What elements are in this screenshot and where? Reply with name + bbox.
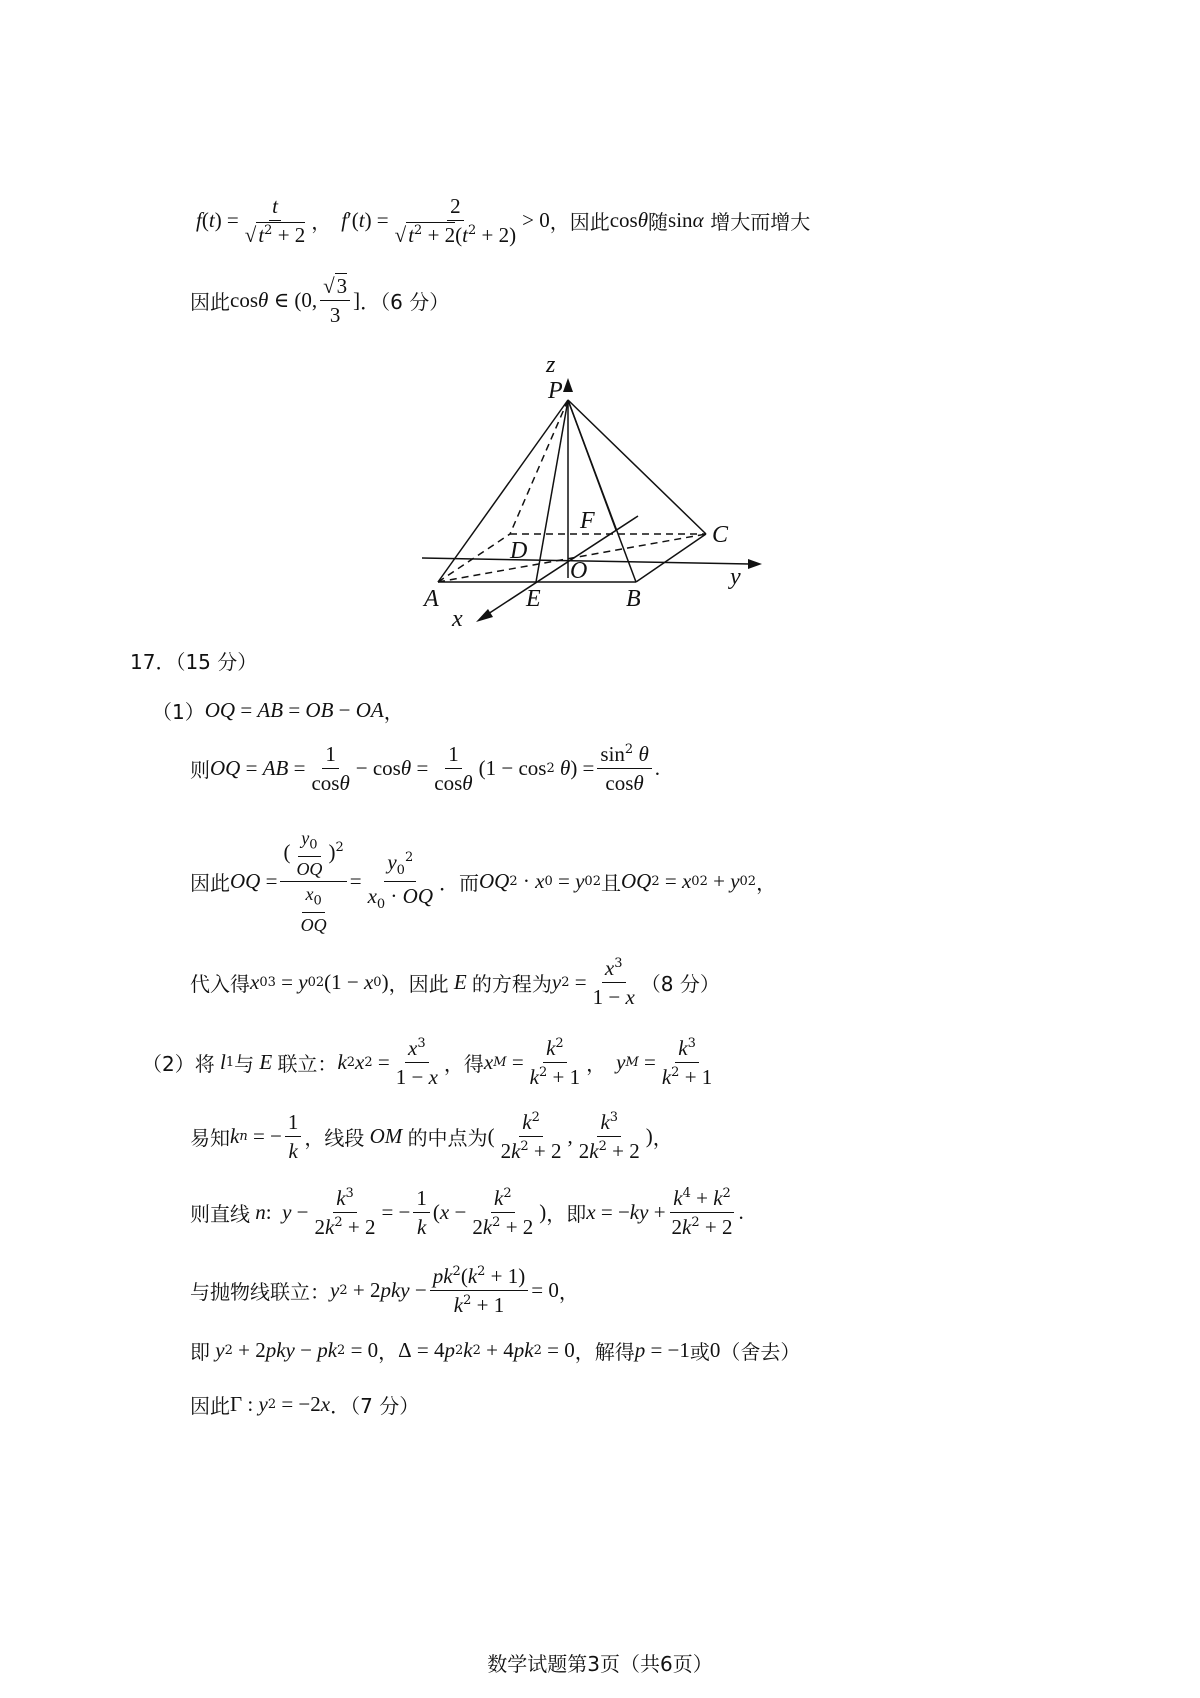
label-F: F xyxy=(580,508,595,534)
label-B: B xyxy=(626,586,641,612)
part2-line2: 易知 k n = − $\frac{1}{k}$ ，线段 OM 的中点为 ( $\frac{k^2}{2k^2 + 2}$ , $\frac{k^3}{2k^2 + 2}$ ) ， xyxy=(190,1110,673,1164)
text-score-6: ．（6 分） xyxy=(360,290,450,315)
x-axis xyxy=(488,516,638,614)
text-or: 或 xyxy=(689,1340,710,1364)
label-E: E xyxy=(526,586,541,612)
text-combine-parabola: 与抛物线联立： xyxy=(190,1280,330,1305)
edge-BC xyxy=(636,534,706,582)
part1-line3: 因此 OQ = ( $\frac{y_0}{OQ}$ )$^2$ $\frac{x_0}{OQ}$ = $\frac{y_0^2}{x_0 \cdot OQ}$ ．而 OQ 2 · x 0 = y 0 2 且 OQ 2 = x 0 2 + y 0 2 ， xyxy=(190,828,777,935)
text-midpoint: 的中点为 xyxy=(407,1126,488,1151)
formula-line-cos-range: 因此 cos θ ∈ (0, $\frac{√3}{3}$ ] ．（6 分） xyxy=(190,274,450,328)
part2-line1: （2）将 l 1 与 E 联立： k 2 x 2 = $\frac{x^3}{1 - x}$ ，得 x M = $\frac{k^2}{k^2 + 1}$ ， y M = $\frac{k^3}{k^2 + 1}$ xyxy=(142,1036,713,1090)
part1-label: （1） xyxy=(152,700,205,724)
text-with: 与 xyxy=(234,1052,255,1077)
label-A: A xyxy=(424,586,439,612)
label-C: C xyxy=(712,522,729,548)
label-D: D xyxy=(510,538,528,564)
edge-PD xyxy=(510,400,568,534)
part2-label: （2）将 xyxy=(142,1052,215,1077)
text-score-8: （8 分） xyxy=(640,972,720,997)
label-P: P xyxy=(548,378,563,404)
text-namely-1: ，即 xyxy=(546,1202,587,1227)
text-easy-know: 易知 xyxy=(190,1126,230,1151)
formula-line-f: f ( t ) = $\frac{t}{√t^2 + 2}$ ， f ′( t ) = $\frac{2}{√t^2 + 2(t^2 + 2)}$ > 0 ，因此 cos θ 随 sin α 增大而增大 xyxy=(196,194,811,248)
edge-PA xyxy=(438,400,568,582)
text-substitute: 代入得 xyxy=(190,972,250,997)
pyramid-figure xyxy=(424,352,790,638)
text-therefore: 因此 xyxy=(190,290,230,315)
segment-PE xyxy=(536,400,568,582)
text-sui: 随 xyxy=(648,210,669,235)
text-namely-2: 即 xyxy=(190,1340,210,1364)
text-and-2: 且 xyxy=(600,871,621,896)
label-O: O xyxy=(570,558,588,584)
z-arrow-icon xyxy=(563,378,573,392)
part2-line5: 即 y 2 + 2 pky − pk 2 = 0 ， Δ = 4 p 2 k 2 + 4 pk 2 = 0 ，解得 p = −1 或 0 （舍去） xyxy=(190,1338,801,1364)
text-discard: （舍去） xyxy=(720,1340,801,1364)
text-f-because: ，因此 xyxy=(549,210,610,235)
text-increase: 增大而增大 xyxy=(710,210,811,235)
text-therefore-2: 因此 xyxy=(190,871,230,896)
text-line-n: 则直线 xyxy=(190,1202,250,1227)
text-then-1: 则 xyxy=(190,758,210,783)
label-z: z xyxy=(546,352,556,378)
text-solve: ，解得 xyxy=(574,1340,635,1364)
x-arrow-icon xyxy=(476,609,493,622)
part1-line1: （1） OQ = AB = OB − OA ， xyxy=(152,698,404,724)
part2-line6: 因此 Γ : y 2 = −2 x ．（7 分） xyxy=(190,1392,420,1418)
text-therefore-3: ，因此 xyxy=(388,972,449,997)
part2-line3: 则直线 n : y − $\frac{k^3}{2k^2 + 2}$ = − $\frac{1}{k}$ ( x − $\frac{k^2}{2k^2 + 2}$ ) ，即 x = − ky + $\frac{k^4 + k^2}{2k^2 + 2}$ . xyxy=(190,1186,744,1240)
y-arrow-icon xyxy=(748,559,762,569)
text-segment: ，线段 xyxy=(304,1126,365,1151)
text-score-7: ．（7 分） xyxy=(330,1394,420,1418)
part1-line4: 代入得 x 0 3 = y 0 2 (1 − x 0 ) ，因此 E 的方程为 y 2 = $\frac{x^3}{1 - x}$ （8 分） xyxy=(190,956,720,1010)
text-get: ，得 xyxy=(443,1052,484,1077)
page-footer: 数学试题第3页（共6页） xyxy=(487,1652,713,1676)
part2-line4: 与抛物线联立： y 2 + 2 pky − $\frac{pk^2(k^2 + 1)}{k^2 + 1}$ = 0 ， xyxy=(190,1264,579,1318)
part1-line2: 则 OQ = AB = $\frac{1}{\cos\theta}$ − cos θ = $\frac{1}{\cos\theta}$ (1 − cos 2 θ ) = $\frac{\sin^2 \theta}{\cos\theta}$ . xyxy=(190,742,661,796)
label-x: x xyxy=(452,606,463,632)
problem-17-header xyxy=(130,646,257,675)
problem-17-title: 17．（15 分） xyxy=(130,650,258,674)
label-y: y xyxy=(730,564,741,590)
text-therefore-4: 因此 xyxy=(190,1394,230,1418)
text-combine: 联立： xyxy=(277,1052,338,1077)
text-and-1: ．而 xyxy=(439,871,480,896)
text-equation-of: 的方程为 xyxy=(471,972,552,997)
